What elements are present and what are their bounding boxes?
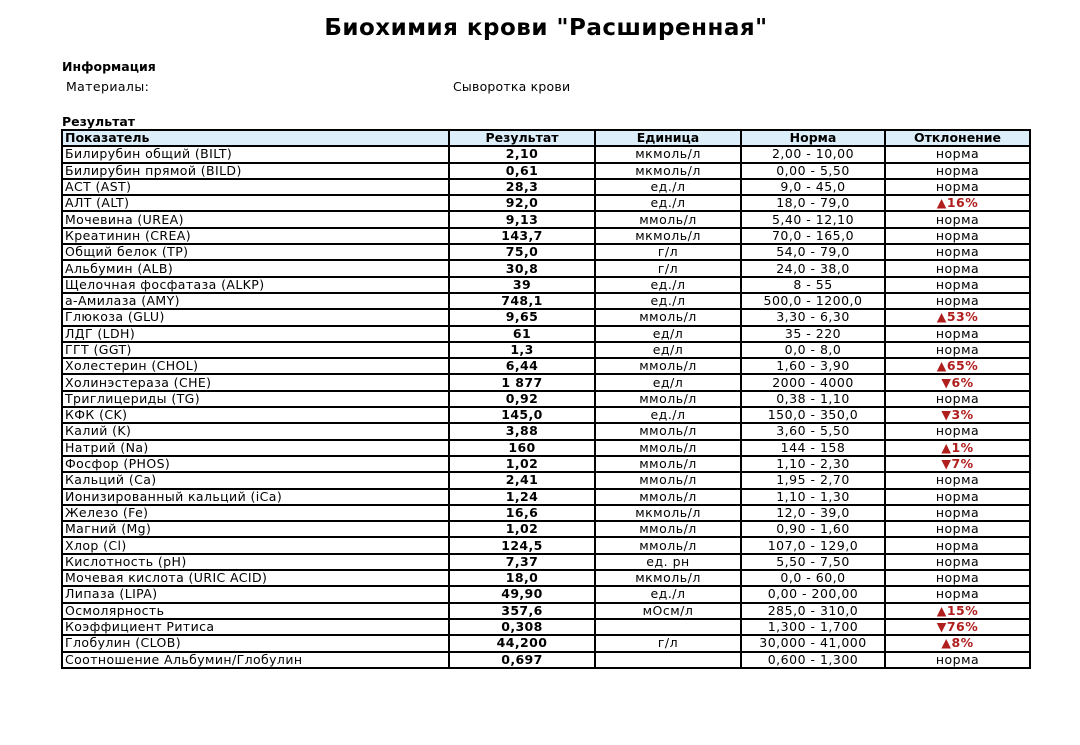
deviation-cell: норма (885, 537, 1030, 553)
parameter-name-cell: Холестерин (CHOL) (62, 358, 449, 374)
unit-cell: г/л (595, 260, 741, 276)
parameter-name-cell: Железо (Fe) (62, 505, 449, 521)
unit-cell: мкмоль/л (595, 505, 741, 521)
table-row (62, 309, 1030, 325)
unit-cell: мкмоль/л (595, 228, 741, 244)
parameter-name-cell: Кислотность (pH) (62, 554, 449, 570)
result-value-cell: 7,37 (449, 554, 595, 570)
column-header-unit: Единица (595, 130, 741, 146)
unit-cell (595, 619, 741, 635)
unit-cell: ед./л (595, 586, 741, 602)
table-row (62, 391, 1030, 407)
result-value-cell: 28,3 (449, 179, 595, 195)
unit-cell: ед/л (595, 342, 741, 358)
reference-range-cell: 18,0 - 79,0 (741, 195, 885, 211)
deviation-cell: норма (885, 260, 1030, 276)
table-row (62, 293, 1030, 309)
column-header-result: Результат (449, 130, 595, 146)
table-row (62, 358, 1030, 374)
table-row (62, 537, 1030, 553)
reference-range-cell: 0,00 - 5,50 (741, 163, 885, 179)
reference-range-cell: 2000 - 4000 (741, 374, 885, 390)
material-value: Сыворотка крови (453, 79, 571, 94)
parameter-name-cell: КФК (CK) (62, 407, 449, 423)
result-value-cell: 16,6 (449, 505, 595, 521)
deviation-cell: норма (885, 472, 1030, 488)
unit-cell: ед./л (595, 277, 741, 293)
table-row (62, 652, 1030, 668)
result-value-cell: 6,44 (449, 358, 595, 374)
table-header-row (62, 130, 1030, 146)
unit-cell: ммоль/л (595, 358, 741, 374)
reference-range-cell: 9,0 - 45,0 (741, 179, 885, 195)
parameter-name-cell: Натрий (Na) (62, 440, 449, 456)
unit-cell: ед./л (595, 195, 741, 211)
result-value-cell: 1,3 (449, 342, 595, 358)
unit-cell: ммоль/л (595, 423, 741, 439)
reference-range-cell: 3,60 - 5,50 (741, 423, 885, 439)
material-label: Материалы: (66, 79, 150, 94)
table-row (62, 440, 1030, 456)
reference-range-cell: 285,0 - 310,0 (741, 603, 885, 619)
parameter-name-cell: Коэффициент Ритиса (62, 619, 449, 635)
result-value-cell: 0,697 (449, 652, 595, 668)
parameter-name-cell: Мочевая кислота (URIC ACID) (62, 570, 449, 586)
deviation-cell: норма (885, 244, 1030, 260)
unit-cell: мкмоль/л (595, 146, 741, 162)
parameter-name-cell: Ионизированный кальций (iCa) (62, 489, 449, 505)
deviation-cell: ▲65% (885, 358, 1030, 374)
column-header-reference: Норма (741, 130, 885, 146)
result-value-cell: 1 877 (449, 374, 595, 390)
parameter-name-cell: Билирубин общий (BILT) (62, 146, 449, 162)
deviation-cell: норма (885, 277, 1030, 293)
deviation-cell: ▼76% (885, 619, 1030, 635)
parameter-name-cell: АСТ (AST) (62, 179, 449, 195)
deviation-cell: норма (885, 293, 1030, 309)
unit-cell: ммоль/л (595, 521, 741, 537)
info-heading: Информация (62, 59, 156, 74)
parameter-name-cell: Креатинин (CREA) (62, 228, 449, 244)
result-value-cell: 61 (449, 326, 595, 342)
deviation-cell: норма (885, 652, 1030, 668)
result-value-cell: 748,1 (449, 293, 595, 309)
deviation-cell: ▲15% (885, 603, 1030, 619)
unit-cell: ед. рн (595, 554, 741, 570)
deviation-cell: норма (885, 163, 1030, 179)
parameter-name-cell: Фосфор (PHOS) (62, 456, 449, 472)
result-value-cell: 1,02 (449, 521, 595, 537)
deviation-cell: норма (885, 586, 1030, 602)
parameter-name-cell: Магний (Mg) (62, 521, 449, 537)
unit-cell: ммоль/л (595, 472, 741, 488)
reference-range-cell: 8 - 55 (741, 277, 885, 293)
result-value-cell: 2,10 (449, 146, 595, 162)
unit-cell: ммоль/л (595, 456, 741, 472)
result-value-cell: 0,92 (449, 391, 595, 407)
parameter-name-cell: Щелочная фосфатаза (ALKP) (62, 277, 449, 293)
unit-cell (595, 652, 741, 668)
parameter-name-cell: Кальций (Ca) (62, 472, 449, 488)
results-heading: Результат (62, 114, 136, 129)
unit-cell: мОсм/л (595, 603, 741, 619)
reference-range-cell: 1,60 - 3,90 (741, 358, 885, 374)
reference-range-cell: 54,0 - 79,0 (741, 244, 885, 260)
table-row (62, 456, 1030, 472)
parameter-name-cell: АЛТ (ALT) (62, 195, 449, 211)
parameter-name-cell: a-Амилаза (AMY) (62, 293, 449, 309)
unit-cell: г/л (595, 244, 741, 260)
result-value-cell: 145,0 (449, 407, 595, 423)
result-value-cell: 124,5 (449, 537, 595, 553)
results-table (61, 129, 1031, 669)
parameter-name-cell: Альбумин (ALB) (62, 260, 449, 276)
unit-cell: ед/л (595, 326, 741, 342)
parameter-name-cell: Глюкоза (GLU) (62, 309, 449, 325)
table-row (62, 163, 1030, 179)
reference-range-cell: 1,300 - 1,700 (741, 619, 885, 635)
deviation-cell: ▲1% (885, 440, 1030, 456)
table-row (62, 228, 1030, 244)
parameter-name-cell: ГГТ (GGT) (62, 342, 449, 358)
deviation-cell: ▼3% (885, 407, 1030, 423)
unit-cell: г/л (595, 635, 741, 651)
table-row (62, 586, 1030, 602)
deviation-cell: ▲53% (885, 309, 1030, 325)
deviation-cell: норма (885, 179, 1030, 195)
reference-range-cell: 5,50 - 7,50 (741, 554, 885, 570)
reference-range-cell: 0,38 - 1,10 (741, 391, 885, 407)
parameter-name-cell: Глобулин (CLOB) (62, 635, 449, 651)
deviation-cell: норма (885, 342, 1030, 358)
table-row (62, 195, 1030, 211)
parameter-name-cell: Общий белок (TP) (62, 244, 449, 260)
table-row (62, 554, 1030, 570)
reference-range-cell: 1,95 - 2,70 (741, 472, 885, 488)
result-value-cell: 49,90 (449, 586, 595, 602)
unit-cell: ед./л (595, 293, 741, 309)
table-row (62, 472, 1030, 488)
table-row (62, 619, 1030, 635)
parameter-name-cell: Триглицериды (TG) (62, 391, 449, 407)
result-value-cell: 357,6 (449, 603, 595, 619)
result-value-cell: 1,02 (449, 456, 595, 472)
reference-range-cell: 0,0 - 8,0 (741, 342, 885, 358)
results-table-body (62, 146, 1030, 668)
deviation-cell: норма (885, 146, 1030, 162)
reference-range-cell: 24,0 - 38,0 (741, 260, 885, 276)
result-value-cell: 2,41 (449, 472, 595, 488)
result-value-cell: 143,7 (449, 228, 595, 244)
reference-range-cell: 500,0 - 1200,0 (741, 293, 885, 309)
parameter-name-cell: Липаза (LIPA) (62, 586, 449, 602)
parameter-name-cell: Осмолярность (62, 603, 449, 619)
reference-range-cell: 3,30 - 6,30 (741, 309, 885, 325)
result-value-cell: 0,308 (449, 619, 595, 635)
result-value-cell: 1,24 (449, 489, 595, 505)
page-title: Биохимия крови "Расширенная" (324, 15, 768, 41)
result-value-cell: 0,61 (449, 163, 595, 179)
result-value-cell: 3,88 (449, 423, 595, 439)
table-row (62, 423, 1030, 439)
result-value-cell: 44,200 (449, 635, 595, 651)
result-value-cell: 39 (449, 277, 595, 293)
result-value-cell: 18,0 (449, 570, 595, 586)
column-header-parameter: Показатель (62, 130, 449, 146)
parameter-name-cell: Хлор (Cl) (62, 537, 449, 553)
deviation-cell: норма (885, 211, 1030, 227)
deviation-cell: норма (885, 570, 1030, 586)
deviation-cell: ▲8% (885, 635, 1030, 651)
table-row (62, 505, 1030, 521)
parameter-name-cell: Билирубин прямой (BILD) (62, 163, 449, 179)
reference-range-cell: 0,00 - 200,00 (741, 586, 885, 602)
table-row (62, 179, 1030, 195)
reference-range-cell: 2,00 - 10,00 (741, 146, 885, 162)
result-value-cell: 92,0 (449, 195, 595, 211)
deviation-cell: ▼6% (885, 374, 1030, 390)
parameter-name-cell: Калий (K) (62, 423, 449, 439)
unit-cell: ммоль/л (595, 440, 741, 456)
unit-cell: ммоль/л (595, 537, 741, 553)
unit-cell: ед/л (595, 374, 741, 390)
parameter-name-cell: Мочевина (UREA) (62, 211, 449, 227)
deviation-cell: норма (885, 228, 1030, 244)
unit-cell: ммоль/л (595, 309, 741, 325)
deviation-cell: норма (885, 554, 1030, 570)
reference-range-cell: 35 - 220 (741, 326, 885, 342)
unit-cell: мкмоль/л (595, 163, 741, 179)
deviation-cell: норма (885, 423, 1030, 439)
unit-cell: ммоль/л (595, 211, 741, 227)
result-value-cell: 75,0 (449, 244, 595, 260)
unit-cell: мкмоль/л (595, 570, 741, 586)
reference-range-cell: 0,0 - 60,0 (741, 570, 885, 586)
table-row (62, 374, 1030, 390)
deviation-cell: норма (885, 505, 1030, 521)
table-row (62, 260, 1030, 276)
parameter-name-cell: ЛДГ (LDH) (62, 326, 449, 342)
deviation-cell: норма (885, 326, 1030, 342)
reference-range-cell: 30,000 - 41,000 (741, 635, 885, 651)
reference-range-cell: 5,40 - 12,10 (741, 211, 885, 227)
table-row (62, 570, 1030, 586)
deviation-cell: норма (885, 489, 1030, 505)
reference-range-cell: 0,90 - 1,60 (741, 521, 885, 537)
reference-range-cell: 107,0 - 129,0 (741, 537, 885, 553)
unit-cell: ммоль/л (595, 489, 741, 505)
table-row (62, 211, 1030, 227)
deviation-cell: ▼7% (885, 456, 1030, 472)
result-value-cell: 160 (449, 440, 595, 456)
table-row (62, 489, 1030, 505)
table-row (62, 146, 1030, 162)
reference-range-cell: 144 - 158 (741, 440, 885, 456)
result-value-cell: 9,13 (449, 211, 595, 227)
parameter-name-cell: Холинэстераза (CHE) (62, 374, 449, 390)
unit-cell: ед./л (595, 407, 741, 423)
unit-cell: ммоль/л (595, 391, 741, 407)
table-row (62, 244, 1030, 260)
reference-range-cell: 0,600 - 1,300 (741, 652, 885, 668)
parameter-name-cell: Соотношение Альбумин/Глобулин (62, 652, 449, 668)
deviation-cell: норма (885, 391, 1030, 407)
deviation-cell: норма (885, 521, 1030, 537)
deviation-cell: ▲16% (885, 195, 1030, 211)
reference-range-cell: 1,10 - 2,30 (741, 456, 885, 472)
table-row (62, 342, 1030, 358)
column-header-deviation: Отклонение (885, 130, 1030, 146)
reference-range-cell: 150,0 - 350,0 (741, 407, 885, 423)
reference-range-cell: 12,0 - 39,0 (741, 505, 885, 521)
reference-range-cell: 1,10 - 1,30 (741, 489, 885, 505)
table-row (62, 603, 1030, 619)
table-row (62, 326, 1030, 342)
table-row (62, 635, 1030, 651)
table-row (62, 277, 1030, 293)
reference-range-cell: 70,0 - 165,0 (741, 228, 885, 244)
table-row (62, 407, 1030, 423)
table-row (62, 521, 1030, 537)
result-value-cell: 30,8 (449, 260, 595, 276)
result-value-cell: 9,65 (449, 309, 595, 325)
unit-cell: ед./л (595, 179, 741, 195)
